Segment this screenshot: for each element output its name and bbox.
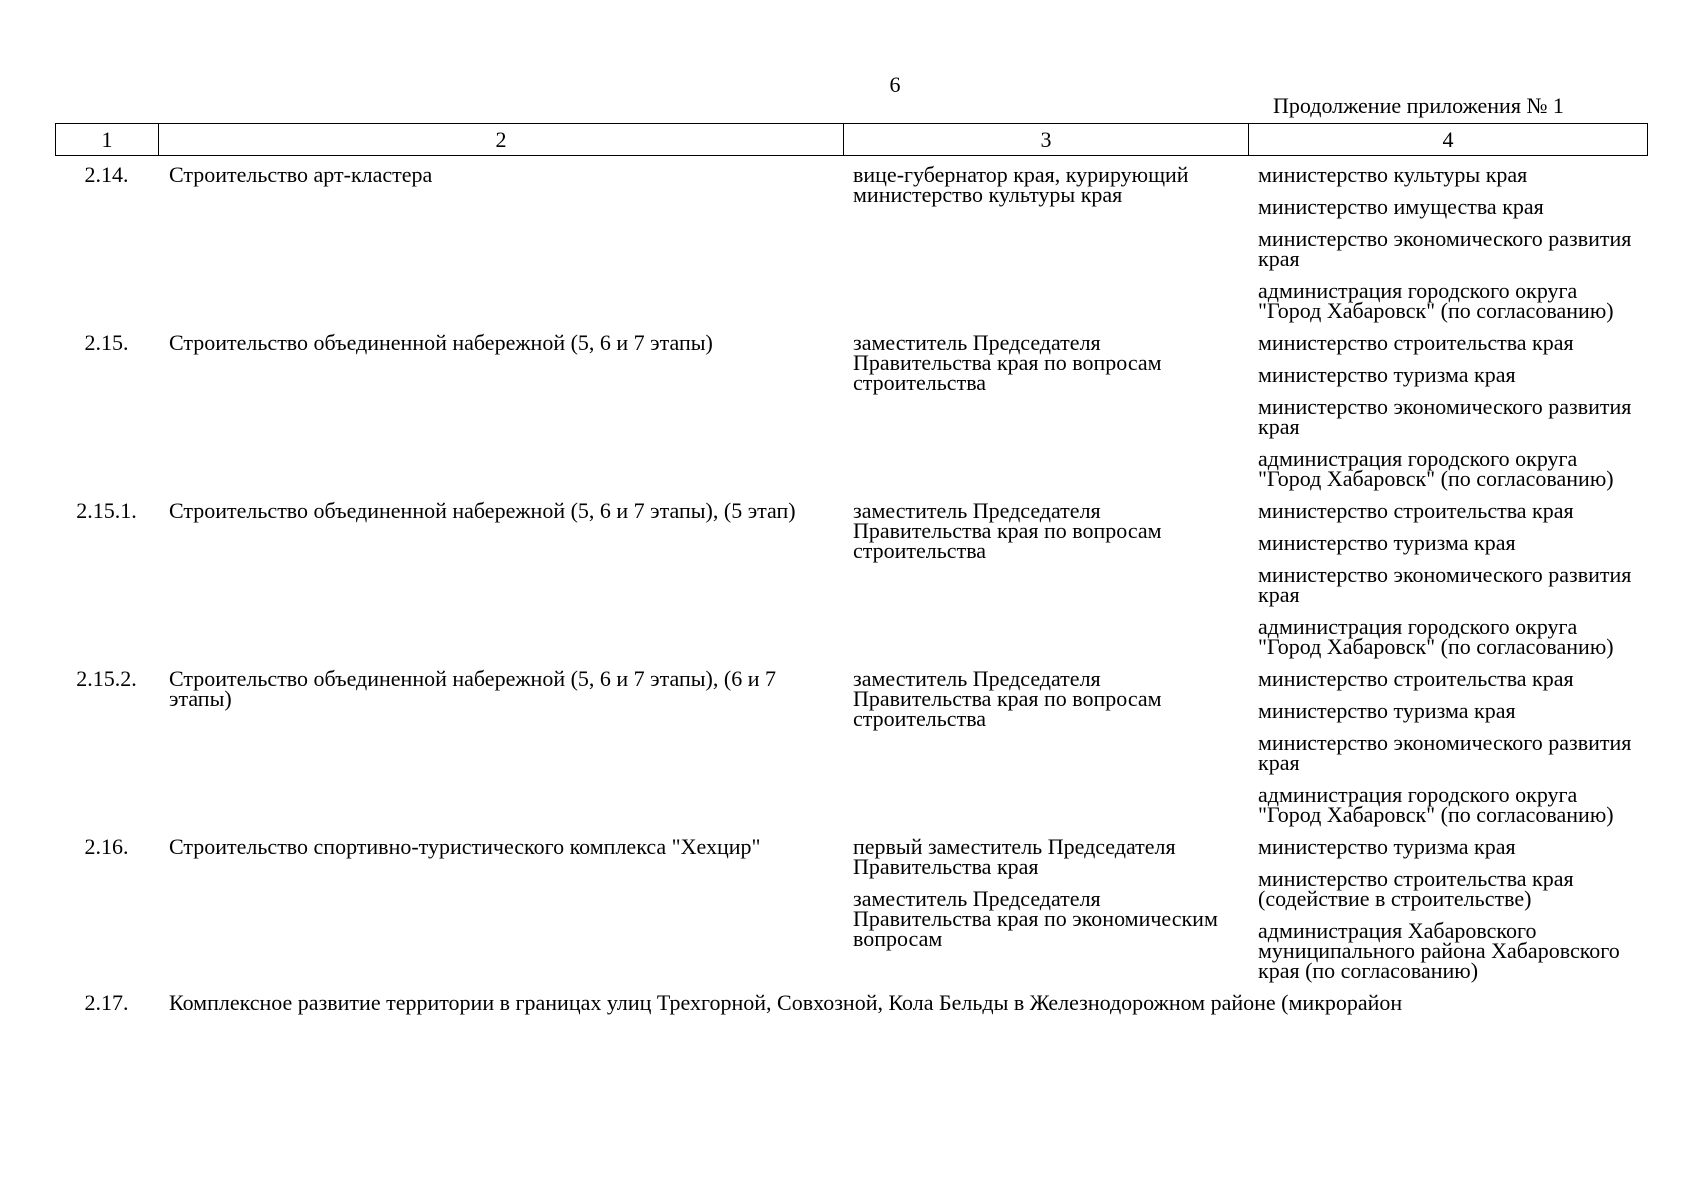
column-header-1: 1 — [56, 124, 159, 156]
row-title: Строительство арт-кластера — [169, 162, 433, 187]
row-number: 2.15.1. — [76, 498, 137, 523]
table-row — [55, 162, 1647, 323]
page-number: 6 — [889, 72, 901, 97]
executor: министерство культуры края — [1258, 162, 1528, 187]
responsible-official: заместитель Председателя Правительства края по вопросам строительства — [853, 666, 1162, 731]
executor: министерство туризма края — [1258, 834, 1516, 859]
row-number: 2.17. — [84, 990, 129, 1015]
table-row — [55, 666, 1647, 827]
executor: министерство туризма края — [1258, 698, 1516, 723]
column-header-4: 4 — [1249, 124, 1648, 156]
row-title: Строительство спортивно-туристического комплекса "Хехцир" — [169, 834, 761, 859]
executor: министерство экономического развития края — [1258, 226, 1632, 271]
row-number: 2.16. — [84, 834, 129, 859]
column-header-2: 2 — [159, 124, 844, 156]
executor: министерство туризма края — [1258, 530, 1516, 555]
executor: министерство строительства края (содействие в строительстве) — [1258, 866, 1574, 911]
table-row — [55, 834, 1647, 983]
table-row — [55, 498, 1647, 659]
row-title: Строительство объединенной набережной (5, 6 и 7 этапы), (5 этап) — [169, 498, 796, 523]
column-header-table — [55, 123, 1648, 156]
column-header-3: 3 — [844, 124, 1249, 156]
responsible-official: первый заместитель Председателя Правительства края — [853, 834, 1176, 879]
executor: администрация городского округа "Город Хабаровск" (по согласованию) — [1258, 278, 1614, 323]
row-number: 2.14. — [84, 162, 129, 187]
continuation-label: Продолжение приложения № 1 — [1273, 93, 1564, 118]
executor: министерство туризма края — [1258, 362, 1516, 387]
executor: администрация городского округа "Город Хабаровск" (по согласованию) — [1258, 782, 1614, 827]
executor: министерство имущества края — [1258, 194, 1544, 219]
column-header-row — [56, 124, 1648, 156]
row-title: Строительство объединенной набережной (5, 6 и 7 этапы), (6 и 7 этапы) — [169, 666, 776, 711]
row-number: 2.15. — [84, 330, 129, 355]
executor: администрация городского округа "Город Хабаровск" (по согласованию) — [1258, 446, 1614, 491]
table-row — [55, 990, 1647, 1015]
executor: министерство экономического развития края — [1258, 394, 1632, 439]
row-title: Строительство объединенной набережной (5, 6 и 7 этапы) — [169, 330, 713, 355]
responsible-official: заместитель Председателя Правительства края по экономическим вопросам — [853, 886, 1218, 951]
executor: министерство экономического развития края — [1258, 730, 1632, 775]
responsible-official: вице-губернатор края, курирующий министерство культуры края — [853, 162, 1189, 207]
executor: администрация городского округа "Город Хабаровск" (по согласованию) — [1258, 614, 1614, 659]
table-row — [55, 330, 1647, 491]
row-title: Комплексное развитие территории в границах улиц Трехгорной, Совхозной, Кола Бельды в Железнодорожном районе (микрорайон — [169, 990, 1403, 1015]
responsible-official: заместитель Председателя Правительства края по вопросам строительства — [853, 498, 1162, 563]
executor: администрация Хабаровского муниципального района Хабаровского края (по согласованию) — [1258, 918, 1620, 983]
executor: министерство строительства края — [1258, 666, 1574, 691]
responsible-official: заместитель Председателя Правительства края по вопросам строительства — [853, 330, 1162, 395]
executor: министерство экономического развития края — [1258, 562, 1632, 607]
executor: министерство строительства края — [1258, 498, 1574, 523]
row-number: 2.15.2. — [76, 666, 137, 691]
executor: министерство строительства края — [1258, 330, 1574, 355]
table-body — [55, 162, 1647, 1025]
